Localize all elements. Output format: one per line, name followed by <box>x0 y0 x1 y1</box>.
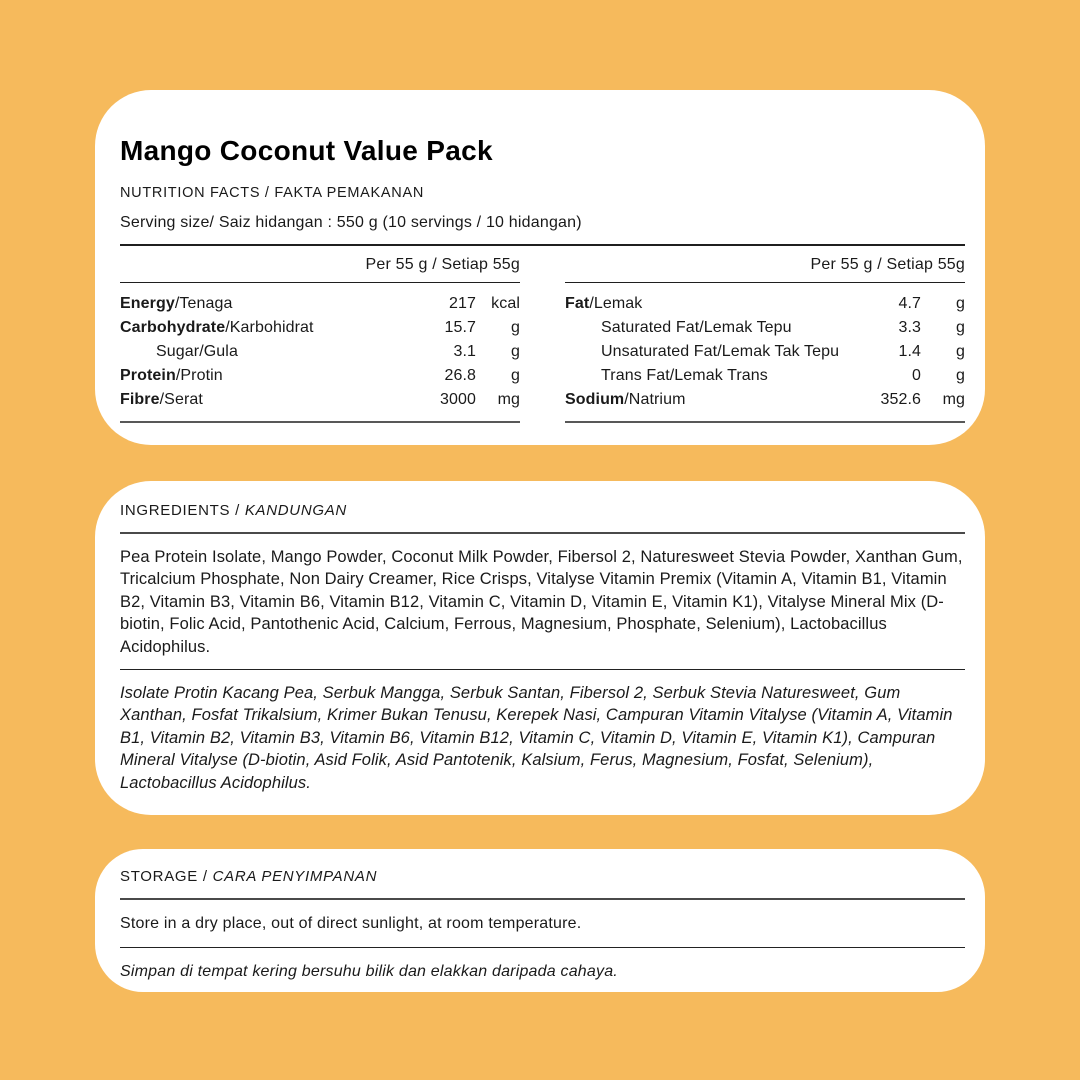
nutrient-unit: mg <box>497 390 520 408</box>
storage-card <box>95 849 985 992</box>
table-row <box>120 316 520 340</box>
divider <box>565 421 965 423</box>
ingredients-heading: INGREDIENTS / KANDUNGAN <box>120 502 347 519</box>
table-row <box>120 292 520 316</box>
nutrient-label: Energy/Tenaga <box>120 294 233 312</box>
nutrition-rows-left <box>120 292 520 412</box>
serving-size-line: Serving size/ Saiz hidangan : 550 g (10 servings / 10 hidangan) <box>120 213 582 231</box>
storage-text-english: Store in a dry place, out of direct sunlight, at room temperature. <box>120 915 582 932</box>
ingredients-card <box>95 481 985 815</box>
ingredients-text-english: Pea Protein Isolate, Mango Powder, Coconut Milk Powder, Fibersol 2, Naturesweet Stevia Powder, Xanthan Gum, Tricalcium Phosphate, Non Dairy Creamer, Rice Crisps, Vitalyse Vitamin Premix (Vitamin A, Vitamin B1, Vitamin B2, Vitamin B3, Vitamin B6, Vitamin B12, Vitamin C, Vitamin D, Vitamin E, Vitamin K1), Vitalyse Mineral Mix (D-biotin, Folic Acid, Pantothenic Acid, Calcium, Ferrous, Magnesium, Phosphate, Selenium), Lactobacillus Acidophilus. <box>120 548 963 656</box>
nutrient-value: 352.6 <box>880 390 921 408</box>
nutrition-table-left <box>120 246 520 423</box>
nutrient-unit: g <box>511 318 520 336</box>
nutrient-value: 3.3 <box>898 318 921 336</box>
nutrient-label: Sodium/Natrium <box>565 390 686 408</box>
table-row <box>120 364 520 388</box>
nutrient-unit: g <box>956 342 965 360</box>
table-row <box>565 316 965 340</box>
nutrient-label: Protein/Protin <box>120 366 223 384</box>
nutrition-table-right <box>565 246 965 423</box>
nutrient-value: 217 <box>449 294 476 312</box>
divider <box>120 669 965 670</box>
nutrient-value: 26.8 <box>444 366 476 384</box>
per-serving-header-right: Per 55 g / Setiap 55g <box>565 256 965 283</box>
nutrient-unit: g <box>511 366 520 384</box>
nutrient-label: Trans Fat/Lemak Trans <box>601 366 768 384</box>
nutrient-value: 4.7 <box>898 294 921 312</box>
storage-heading: STORAGE / CARA PENYIMPANAN <box>120 868 378 885</box>
nutrient-unit: g <box>511 342 520 360</box>
divider <box>120 898 965 900</box>
nutrition-tables <box>120 246 965 423</box>
nutrient-unit: g <box>956 318 965 336</box>
table-row <box>565 364 965 388</box>
divider <box>120 421 520 423</box>
nutrient-label: Unsaturated Fat/Lemak Tak Tepu <box>601 342 840 360</box>
nutrient-value: 15.7 <box>444 318 476 336</box>
nutrient-unit: g <box>956 366 965 384</box>
nutrient-value: 1.4 <box>898 342 921 360</box>
nutrient-unit: mg <box>942 390 965 408</box>
product-title: Mango Coconut Value Pack <box>120 134 493 166</box>
table-row <box>565 292 965 316</box>
nutrient-label: Fibre/Serat <box>120 390 203 408</box>
divider <box>120 532 965 534</box>
nutrition-facts-card <box>95 90 985 445</box>
table-row <box>120 340 520 364</box>
table-row <box>565 388 965 412</box>
nutrient-value: 3.1 <box>453 342 476 360</box>
divider <box>120 947 965 948</box>
nutrient-value: 3000 <box>440 390 476 408</box>
per-serving-header-left: Per 55 g / Setiap 55g <box>120 256 520 283</box>
nutrient-label: Sugar/Gula <box>156 342 238 360</box>
nutrient-label: Carbohydrate/Karbohidrat <box>120 318 314 336</box>
nutrition-facts-subtitle: NUTRITION FACTS / FAKTA PEMAKANAN <box>120 184 425 201</box>
ingredients-text-malay: Isolate Protin Kacang Pea, Serbuk Mangga, Serbuk Santan, Fibersol 2, Serbuk Stevia Naturesweet, Gum Xanthan, Fosfat Trikalsium, Krimer Bukan Tenusu, Kerepek Nasi, Campuran Vitamin Vitalyse (Vitamin A, Vitamin B1, Vitamin B2, Vitamin B3, Vitamin B6, Vitamin B12, Vitamin C, Vitamin D, Vitamin E, Vitamin K1), Campuran Mineral Vitalyse (D-biotin, Asid Folik, Asid Pantotenik, Kalsium, Ferus, Magnesium, Fosfat, Selenium), Lactobacillus Acidophilus. <box>120 684 953 792</box>
nutrient-label: Saturated Fat/Lemak Tepu <box>601 318 792 336</box>
nutrient-value: 0 <box>912 366 921 384</box>
storage-text-malay: Simpan di tempat kering bersuhu bilik dan elakkan daripada cahaya. <box>120 963 618 980</box>
nutrient-label: Fat/Lemak <box>565 294 643 312</box>
table-row <box>565 340 965 364</box>
nutrient-unit: g <box>956 294 965 312</box>
nutrient-unit: kcal <box>491 294 520 312</box>
nutrition-rows-right <box>565 292 965 412</box>
table-row <box>120 388 520 412</box>
